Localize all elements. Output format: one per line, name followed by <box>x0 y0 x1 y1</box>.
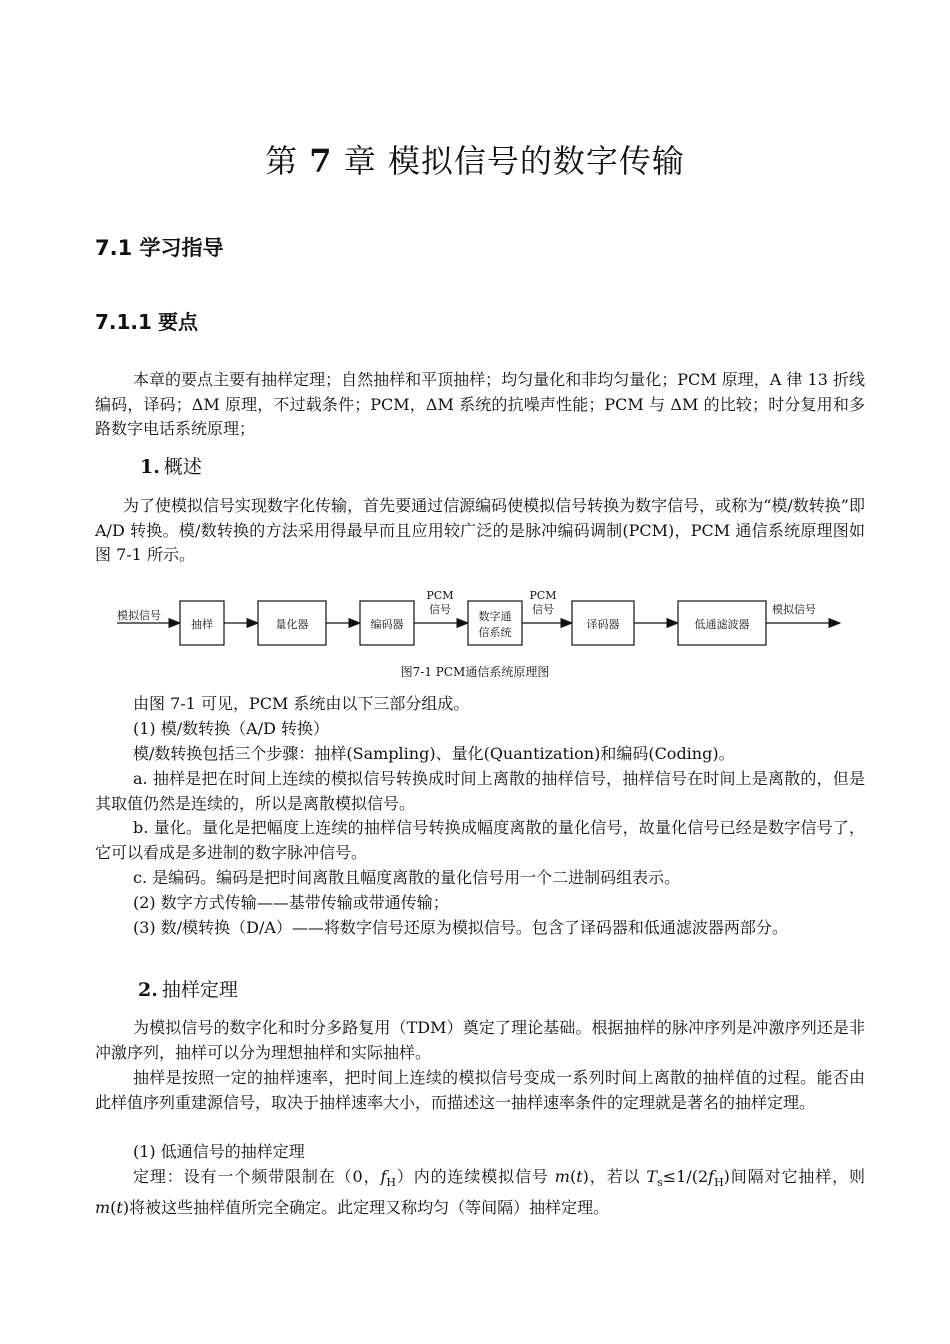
body-p7: (2) 数字方式传输——基带传输或带通传输； <box>133 893 449 912</box>
encoder-label: 编码器 <box>370 618 404 631</box>
pcm-label-1-line1: PCM <box>426 589 454 602</box>
theorem-m2: m <box>95 1197 111 1217</box>
quantizer-label: 量化器 <box>275 618 309 631</box>
body-p1: 由图 7-1 可见，PCM 系统由以下三部分组成。 <box>133 694 470 713</box>
theorem-text-1: 定理：设有一个频带限制在（0， <box>133 1167 381 1186</box>
theorem-sub-h2: H <box>714 1176 724 1190</box>
figure-caption: 图7-1 PCM通信系统原理图 <box>400 665 550 679</box>
theorem-text-8: )将被这些抽样值所完全确定。此定理又称均匀（等间隔）抽样定理。 <box>122 1197 610 1217</box>
sampling-title: 抽样定理 <box>161 979 238 1001</box>
sampling-theorem <box>95 1165 865 1220</box>
theorem-text-2: ）内的连续模拟信号 <box>395 1167 555 1186</box>
body-p8: (3) 数/模转换（D/A）——将数字信号还原为模拟信号。包含了译码器和低通滤波器两部分。 <box>133 918 788 937</box>
chapter-number: 7 <box>309 142 333 180</box>
subsection-number: 7.1.1 <box>95 310 152 334</box>
channel-label-line1: 数字通 <box>478 610 512 623</box>
pcm-label-2-line2: 信号 <box>532 603 554 616</box>
pcm-label-2-line1: PCM <box>529 589 557 602</box>
theorem-t2: t <box>116 1197 123 1217</box>
theorem-sub-s: s <box>657 1176 663 1190</box>
chapter-title <box>0 136 950 182</box>
body-p3: 模/数转换包括三个步骤：抽样(Sampling)、量化(Quantization)和编码(Coding)。 <box>133 744 735 763</box>
sampling-number: 2. <box>138 979 158 1001</box>
overview-heading <box>140 452 202 479</box>
chapter-suffix: 章 模拟信号的数字传输 <box>332 142 685 180</box>
input-label: 模拟信号 <box>117 609 161 622</box>
channel-label-line2: 信系统 <box>478 626 512 639</box>
pcm-label-1-line2: 信号 <box>429 603 451 616</box>
theorem-text-5: ≤1/(2 <box>662 1167 709 1186</box>
section-heading: 7.1 学习指导 <box>95 236 224 260</box>
overview-paragraph: 为了使模拟信号实现数字化传输，首先要通过信源编码使模拟信号转换为数字信号，或称为“模/数转换”即 A/D 转换。模/数转换的方法采用得最早而且应用较广泛的是脉冲编码调制(PCM)，PCM 通信系统原理图如图 7-1 所示。 <box>95 496 865 564</box>
overview-title: 概述 <box>163 456 202 478</box>
sampler-label: 抽样 <box>191 618 213 631</box>
subsection-heading <box>95 306 198 335</box>
overview-number: 1. <box>140 456 160 478</box>
theorem-T: T <box>646 1167 658 1186</box>
body-p4: a. 抽样是把在时间上连续的模拟信号转换成时间上离散的抽样信号，抽样信号在时间上是离散的，但是其取值仍然是连续的，所以是离散模拟信号。 <box>95 769 865 813</box>
sampling-p1: 为模拟信号的数字化和时分多路复用（TDM）奠定了理论基础。根据抽样的脉冲序列是冲激序列还是非冲激序列，抽样可以分为理想抽样和实际抽样。 <box>95 1018 865 1062</box>
theorem-text-7: ( <box>110 1197 117 1217</box>
sampling-p3: (1) 低通信号的抽样定理 <box>133 1142 305 1161</box>
sampling-p2: 抽样是按照一定的抽样速率，把时间上连续的模拟信号变成一系列时间上离散的抽样值的过程。能否由此样值序列重建源信号，取决于抽样速率大小，而描述这一抽样速率条件的定理就是著名的抽样定理。 <box>95 1068 865 1112</box>
theorem-f: f <box>380 1167 387 1186</box>
decoder-label: 译码器 <box>586 618 620 631</box>
theorem-text-3: ( <box>569 1167 577 1186</box>
chapter-prefix: 第 <box>265 142 310 180</box>
lpf-label: 低通滤波器 <box>694 618 750 631</box>
theorem-text-4: )，若以 <box>582 1167 647 1186</box>
theorem-f2: f <box>708 1167 715 1186</box>
body-p5: b. 量化。量化是把幅度上连续的抽样信号转换成幅度离散的量化信号，故量化信号已经是数字信号了，它可以看成是多进制的数字脉冲信号。 <box>95 818 865 862</box>
theorem-m: m <box>554 1167 570 1186</box>
output-label: 模拟信号 <box>772 603 816 616</box>
body-p2: (1) 模/数转换（A/D 转换） <box>133 719 330 738</box>
theorem-text-6: )间隔对它抽样，则 <box>723 1167 865 1186</box>
theorem-t: t <box>576 1167 583 1186</box>
body-p6: c. 是编码。编码是把时间离散且幅度离散的量化信号用一个二进制码组表示。 <box>133 868 681 887</box>
sampling-heading <box>138 975 238 1002</box>
theorem-sub-h: H <box>386 1176 396 1190</box>
subsection-title: 要点 <box>157 310 198 334</box>
intro-paragraph: 本章的要点主要有抽样定理；自然抽样和平顶抽样；均匀量化和非均匀量化；PCM 原理，A 律 13 折线编码，译码；ΔM 原理，不过载条件；PCM，ΔM 系统的抗噪声性能；PCM 与 ΔM 的比较；时分复用和多路数字电话系统原理； <box>95 370 865 438</box>
